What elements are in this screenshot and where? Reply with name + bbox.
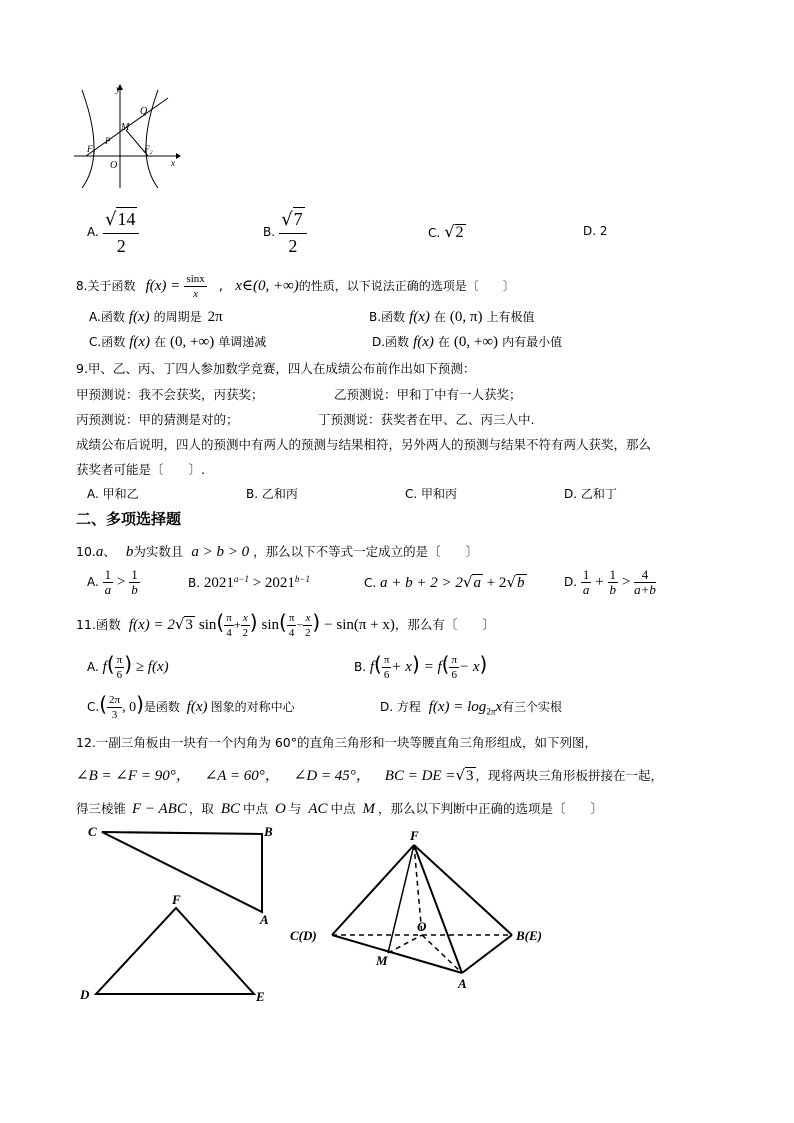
q11-option-b: B. f( $\frac{\pi}{6}$ + x) = f( $\frac{\pi}{6}$ − x) bbox=[354, 652, 488, 681]
q11-option-a: A. f( $\frac{\pi}{6}$ ) ≥ f(x) bbox=[87, 652, 169, 681]
q9-stem: 9.甲、乙、丙、丁四人参加数学竞赛，四人在成绩公布前作出如下预测： bbox=[76, 361, 476, 376]
label-m: M bbox=[121, 122, 130, 133]
label-d: D bbox=[80, 987, 90, 1002]
q9-pred-1: 甲预测说：我不会获奖，丙获奖； bbox=[76, 387, 264, 402]
q11-option-d: D. 方程 $f(x) = \log_{2\pi}x$有三个实根 bbox=[380, 699, 563, 717]
q9-option-b: B. 乙和丙 bbox=[246, 487, 298, 501]
q10-option-d: D. $\frac{1}{a}$ + $\frac{1}{b}$ > $\frac{4}{a+b}$ bbox=[564, 567, 656, 597]
q10-option-a: A. $\frac{1}{a}$ > $\frac{1}{b}$ bbox=[87, 567, 138, 597]
section-heading: 二、多项选择题 bbox=[76, 510, 182, 528]
q9-option-a: A. 甲和乙 bbox=[87, 487, 139, 501]
q9-line3: 获奖者可能是〔 〕. bbox=[76, 462, 205, 477]
pyramid-label-cd: C(D) bbox=[290, 928, 317, 943]
label-o: O bbox=[110, 160, 118, 171]
q9-pred-3: 丙预测说：甲的猜测是对的； bbox=[76, 412, 239, 427]
label-e: E bbox=[256, 989, 265, 1004]
label-a: A bbox=[260, 912, 269, 927]
label-x: x bbox=[171, 158, 175, 168]
q9-option-d: D. 乙和丁 bbox=[564, 487, 617, 501]
label-y: y bbox=[116, 84, 120, 94]
q9-pred-4: 丁预测说：获奖者在甲、乙、丙三人中. bbox=[318, 412, 535, 427]
q12-line3: 得三棱锥 F − ABC ，取 BC 中点 O 与 AC 中点 M ，那么以下判断中正确的选项是〔 〕 bbox=[76, 801, 604, 817]
q9-option-c: C. 甲和丙 bbox=[405, 487, 458, 501]
pyramid-label-m: M bbox=[376, 953, 388, 968]
q7-option-b: B. $\frac{√7}{2}$ bbox=[263, 206, 307, 258]
q7-option-a: A. $\frac{√14}{2}$ bbox=[87, 206, 139, 258]
pyramid-label-f: F bbox=[410, 828, 419, 843]
q12-line2: ∠B = ∠F = 90°， ∠A = 60°， ∠D = 45°， BC = DE =√3 ，现将两块三角形板拼接在一起， bbox=[76, 766, 664, 784]
q9-line2: 成绩公布后说明，四人的预测中有两人的预测与结果相符，另外两人的预测与结果不符有两人获奖，那么 bbox=[76, 437, 652, 452]
right-branch bbox=[146, 90, 158, 188]
pyramid-figure bbox=[286, 825, 566, 995]
q8-option-d: D.函数 f(x) 在 (0, +∞) 内有最小值 bbox=[372, 334, 563, 350]
q8-option-c: C.函数 f(x) 在 (0, +∞) 单调递减 bbox=[89, 334, 267, 350]
hyperbola-figure bbox=[72, 82, 182, 192]
triangle-dfe-figure bbox=[76, 890, 276, 1008]
q8-option-a: A.函数 f(x) 的周期是 2π bbox=[89, 309, 223, 325]
q10-stem: 10.a、 b为实数且 a > b > 0 ，那么以下不等式一定成立的是〔 〕 bbox=[76, 544, 479, 560]
label-q: Q bbox=[140, 106, 148, 117]
pyramid-label-be: B(E) bbox=[516, 928, 542, 943]
q7-option-d: D. 2 bbox=[583, 224, 608, 238]
q8-option-b: B.函数 f(x) 在 (0, π) 上有极值 bbox=[369, 309, 535, 325]
q9-pred-2: 乙预测说：甲和丁中有一人获奖； bbox=[334, 387, 522, 402]
label-f2: F₂ bbox=[144, 144, 153, 154]
left-branch bbox=[82, 90, 94, 188]
label-p: P bbox=[105, 136, 111, 146]
pyramid-label-o: O bbox=[417, 919, 427, 934]
pyramid-label-a: A bbox=[458, 976, 467, 991]
q11-option-c: C.( $\frac{2\pi}{3}$ , 0)是函数 f(x) 图象的对称中心 bbox=[87, 692, 295, 721]
label-f: F bbox=[172, 892, 181, 907]
q10-option-b: B. $2021^{a-1} > 2021^{b-1}$ bbox=[188, 574, 310, 591]
label-b: B bbox=[264, 824, 273, 839]
q12-line1: 12.一副三角板由一块有一个内角为 60°的直角三角形和一块等腰直角三角形组成，如下列图， bbox=[76, 735, 598, 750]
q7-option-c: C. √2 bbox=[428, 222, 464, 241]
label-f1: F₁ bbox=[87, 144, 96, 154]
q8-stem: 8.关于函数 f(x) = $\frac{\sin x}{x}$ , x∈(0, +∞)的性质，以下说法正确的选项是〔 〕 bbox=[76, 273, 515, 300]
q10-option-c: C. a + b + 2 > 2√a + 2√b bbox=[364, 573, 525, 591]
q11-stem: 11.函数 f(x) = 2√3 sin( $\frac{\pi}{4}$ + $\frac{x}{2}$ ) sin( $\frac{\pi}{4}$ − $\frac{x}{2}$ ) − sin(π + x)，那么有〔 〕 bbox=[76, 610, 495, 639]
label-c: C bbox=[88, 824, 97, 839]
